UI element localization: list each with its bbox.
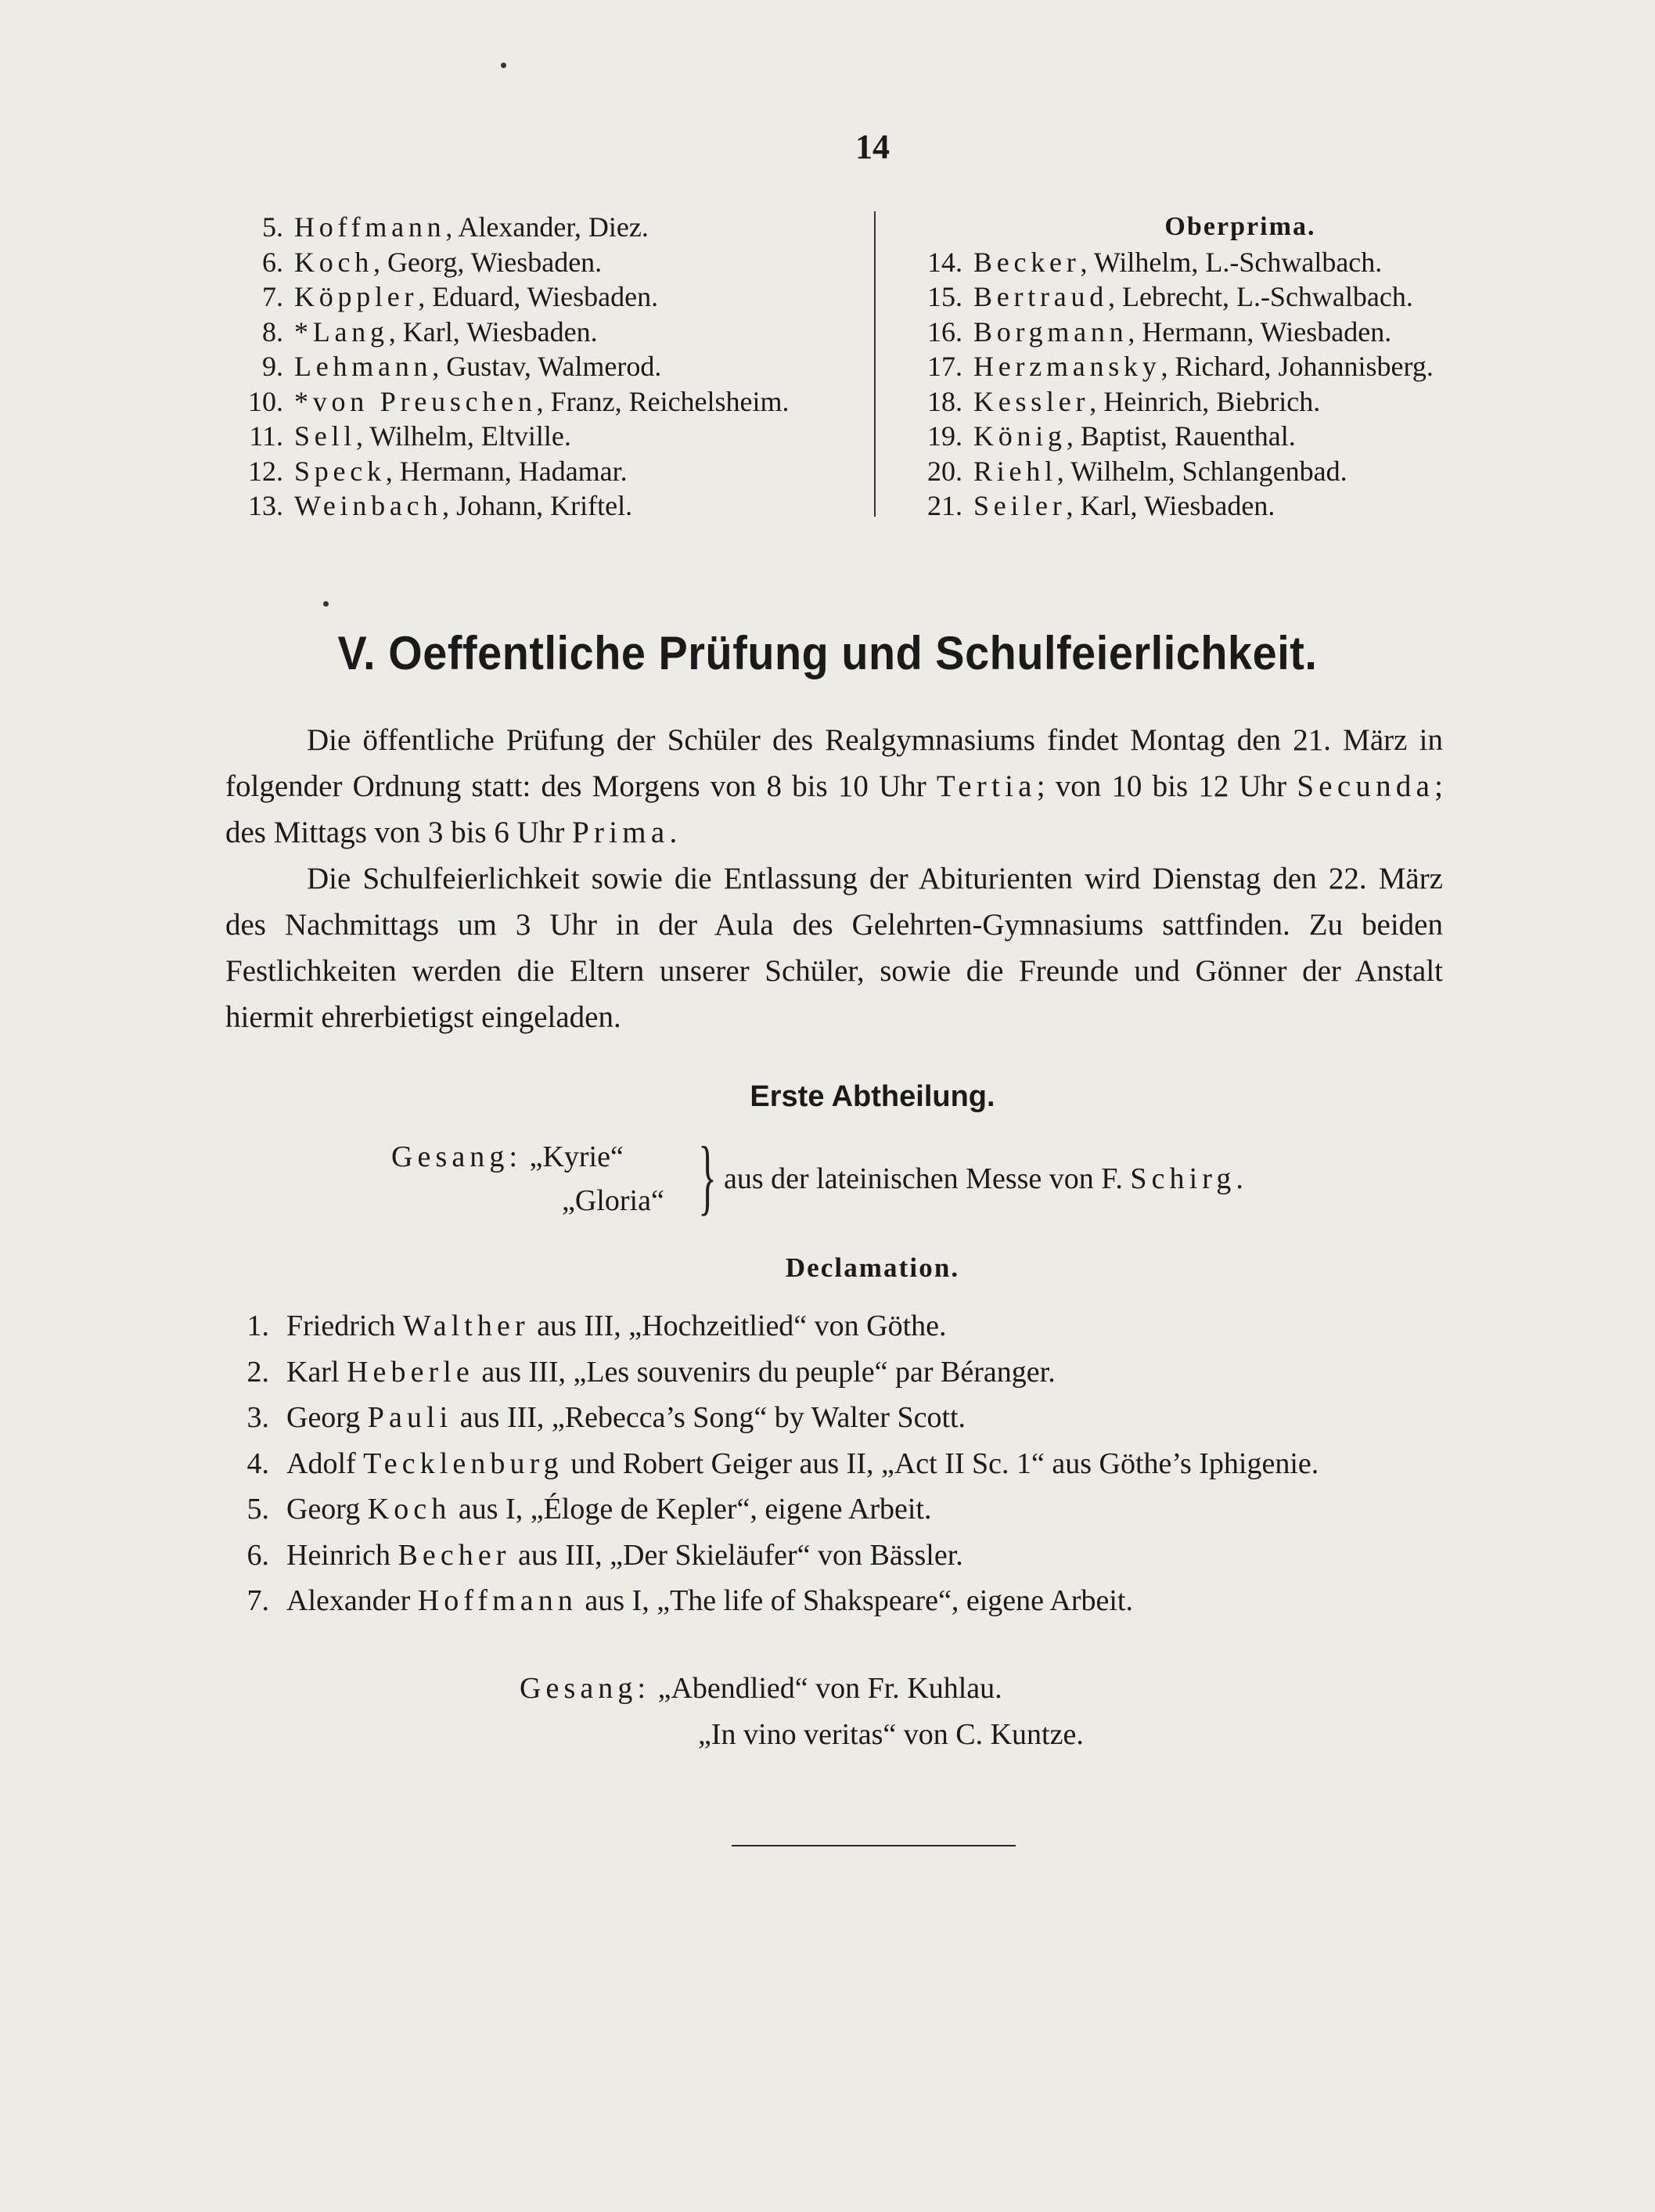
list-item-surname: Lehmann <box>294 351 433 382</box>
list-item-details: , Wilhelm, L.-Schwalbach. <box>1080 246 1383 278</box>
list-item <box>876 349 1518 384</box>
gesang-closing <box>520 1666 1084 1758</box>
list-item <box>876 488 1518 524</box>
list-item-number: 6. <box>262 246 283 278</box>
list-item-number: 15. <box>927 281 962 312</box>
ink-speck <box>323 601 329 607</box>
declamation-firstname: Heinrich <box>286 1538 398 1572</box>
end-rule <box>732 1845 1016 1846</box>
list-item-number: 8. <box>262 315 283 348</box>
declamation-piece: aus III, „Hochzeitlied“ von Göthe. <box>529 1310 947 1342</box>
declamation-text <box>286 1578 1455 1624</box>
list-item-details: , Gustav, Walmerod. <box>432 351 662 382</box>
declamation-surname: Walther <box>402 1310 530 1342</box>
declamation-item <box>227 1441 1455 1487</box>
declamation-text <box>286 1303 1455 1349</box>
declamation-number: 2. <box>246 1355 269 1389</box>
list-item <box>227 349 869 384</box>
list-item-surname: Weinbach <box>294 490 443 521</box>
declamation-firstname: Georg <box>286 1493 368 1526</box>
declamation-heading: Declamation. <box>785 1252 960 1283</box>
list-item-number: 13. <box>248 490 283 521</box>
declamation-item <box>227 1303 1455 1349</box>
declamation-firstname: Friedrich <box>286 1310 403 1342</box>
declamation-firstname: Alexander <box>286 1584 418 1617</box>
list-item-number: 21. <box>927 490 962 521</box>
declamation-piece: aus I, „The life of Shakspeare“, eigene Arbeit. <box>577 1584 1133 1617</box>
list-item-surname: Becker <box>973 246 1081 278</box>
declamation-item <box>227 1395 1455 1441</box>
list-item <box>876 245 1518 280</box>
declamation-firstname: Karl <box>286 1355 347 1389</box>
list-item-surname: Bertraud <box>973 281 1109 312</box>
composer-schirg: Schirg <box>1130 1162 1236 1195</box>
list-item-surname: Seiler <box>973 490 1067 521</box>
list-item <box>227 245 869 280</box>
list-item <box>227 210 869 245</box>
list-item-surname: Sell <box>294 420 357 452</box>
paragraph-ceremony: Die Schulfeierlichkeit sowie die Entlassung der Abiturienten wird Dienstag den 22. März des Nachmittags um 3 Uhr in der Aula des Gelehrten-Gymnasiums sattfinden. Zu beiden Festlichkeiten werden die Eltern unserer Schüler, sowie die Freunde und Gönner der Anstalt hiermit ehrerbietigst eingeladen. <box>225 862 1443 1034</box>
declamation-number: 1. <box>246 1310 269 1342</box>
declamation-number: 5. <box>246 1493 269 1526</box>
list-item-surname: König <box>973 420 1067 452</box>
para1-text: ; von 10 bis 12 Uhr <box>1036 769 1297 803</box>
list-item-surname: Koch <box>294 246 374 278</box>
column-divider <box>874 211 876 517</box>
declamation-surname: Hoffmann <box>417 1584 577 1617</box>
gesang-label: Gesang: <box>520 1672 651 1705</box>
list-item-number: 20. <box>927 455 962 487</box>
list-item-surname: Kessler <box>973 385 1090 417</box>
list-item-number: 19. <box>927 420 962 452</box>
list-item-number: 10. <box>248 385 283 417</box>
declamation-list <box>227 1303 1455 1624</box>
mass-text: aus der lateinischen Messe von F. <box>724 1162 1131 1195</box>
declamation-piece: aus III, „Rebecca’s Song“ by Walter Scott. <box>452 1401 966 1434</box>
list-item <box>876 454 1518 489</box>
declamation-piece: aus III, „Les souvenirs du peuple“ par Béranger. <box>473 1355 1056 1389</box>
gesang-closing-line-1 <box>520 1666 1084 1712</box>
paragraph-examination <box>225 717 1443 856</box>
declamation-surname: Tecklenburg <box>363 1446 563 1480</box>
list-item-surname: Herzmansky <box>973 351 1161 382</box>
list-item-surname: *von Preuschen <box>294 385 537 417</box>
list-item-number: 18. <box>927 385 962 417</box>
list-item-details: , Karl, Wiesbaden. <box>1066 490 1275 521</box>
declamation-text <box>286 1395 1455 1441</box>
list-item-number: 16. <box>927 315 962 348</box>
list-item-details: , Alexander, Diez. <box>445 211 649 243</box>
student-list-oberprima <box>876 210 1518 524</box>
declamation-surname: Becher <box>398 1538 511 1572</box>
declamation-firstname: Georg <box>286 1401 368 1434</box>
list-item-details: , Eduard, Wiesbaden. <box>418 281 659 312</box>
declamation-item <box>227 1349 1455 1396</box>
abendlied: „Abendlied“ von Fr. Kuhlau. <box>657 1672 1002 1705</box>
gesang-mass <box>391 1130 1243 1223</box>
list-item <box>227 315 869 350</box>
list-item-surname: Speck <box>294 455 386 487</box>
list-item-surname: Riehl <box>973 455 1057 487</box>
student-list-left <box>227 210 869 524</box>
para1-text: . <box>669 816 678 849</box>
declamation-item <box>227 1486 1455 1533</box>
gesang-kyrie-line <box>391 1135 664 1179</box>
list-item <box>227 454 869 489</box>
list-item-number: 11. <box>249 420 283 452</box>
declamation-text <box>286 1349 1455 1396</box>
list-item-surname: Borgmann <box>973 315 1128 348</box>
para1-text: ; des Mittags von 3 bis 6 Uhr <box>225 769 1443 849</box>
ink-speck <box>501 63 506 68</box>
para1-secunda: Secunda <box>1297 769 1435 803</box>
list-item-number: 17. <box>927 351 962 382</box>
list-item-details: , Richard, Johannisberg. <box>1160 351 1434 382</box>
para1-prima: Prima <box>572 816 670 849</box>
list-item <box>876 279 1518 315</box>
list-item <box>227 488 869 524</box>
declamation-piece: und Robert Geiger aus II, „Act II Sc. 1“ aus Göthe’s Iphigenie. <box>563 1446 1319 1480</box>
list-item-details: , Hermann, Wiesbaden. <box>1128 315 1392 348</box>
list-item-number: 7. <box>262 281 283 312</box>
gesang-label: Gesang: <box>391 1140 523 1173</box>
list-item-details: , Wilhelm, Schlangenbad. <box>1056 455 1347 487</box>
gloria: „Gloria“ <box>562 1184 664 1217</box>
list-item <box>876 419 1518 454</box>
mass-source <box>724 1157 1243 1201</box>
list-item-details: , Baptist, Rauenthal. <box>1066 420 1296 452</box>
declamation-number: 3. <box>246 1401 269 1434</box>
declamation-text <box>286 1441 1455 1487</box>
list-item-number: 9. <box>262 351 283 382</box>
list-item-details: , Franz, Reichelsheim. <box>536 385 790 417</box>
list-item <box>876 384 1518 420</box>
list-item-surname: Hoffmann <box>294 211 446 243</box>
declamation-number: 7. <box>246 1584 269 1617</box>
declamation-text <box>286 1486 1455 1533</box>
in-vino-veritas: „In vino veritas“ von C. Kuntze. <box>698 1718 1084 1751</box>
list-item-details: , Lebrecht, L.-Schwalbach. <box>1108 281 1413 312</box>
list-item-number: 14. <box>927 246 962 278</box>
list-item-number: 12. <box>248 455 283 487</box>
list-item-surname: *Lang <box>294 315 389 348</box>
page-number: 14 <box>855 128 890 166</box>
list-item-details: , Karl, Wiesbaden. <box>388 315 598 348</box>
para1-text: Die öffentliche Prüfung der Schüler des Realgymnasiums findet Montag den 21. März in folgender Ordnung statt: des Morgens von 8 bis 10 Uhr <box>225 723 1443 803</box>
declamation-piece: aus III, „Der Skieläufer“ von Bässler. <box>510 1538 963 1572</box>
list-item-details: , Wilhelm, Eltville. <box>356 420 571 452</box>
list-item <box>876 315 1518 350</box>
erste-abtheilung-heading: Erste Abtheilung. <box>750 1080 995 1113</box>
declamation-number: 4. <box>246 1446 269 1480</box>
declamation-surname: Pauli <box>367 1401 453 1434</box>
declamation-text <box>286 1533 1455 1579</box>
declamation-firstname: Adolf <box>286 1446 364 1480</box>
list-item <box>227 279 869 315</box>
list-item-surname: Köppler <box>294 281 419 312</box>
list-item <box>227 419 869 454</box>
section-heading: V. Oeffentliche Prüfung und Schulfeierlichkeit. <box>337 627 1318 679</box>
mass-text-end: . <box>1236 1162 1243 1195</box>
declamation-surname: Heberle <box>347 1355 474 1389</box>
kyrie: „Kyrie“ <box>529 1140 624 1173</box>
list-item <box>227 384 869 420</box>
declamation-item <box>227 1578 1455 1624</box>
list-item-details: , Heinrich, Biebrich. <box>1089 385 1321 417</box>
list-item-details: , Hermann, Hadamar. <box>385 455 628 487</box>
list-item-details: , Johann, Kriftel. <box>442 490 633 521</box>
list-item-number: 5. <box>262 211 283 243</box>
brace-symbol: } <box>698 1130 717 1223</box>
declamation-surname: Koch <box>367 1493 452 1526</box>
declamation-number: 6. <box>246 1538 269 1572</box>
para1-tertia: Tertia <box>936 769 1037 803</box>
oberprima-heading: Oberprima. <box>1164 212 1316 241</box>
declamation-piece: aus I, „Éloge de Kepler“, eigene Arbeit. <box>451 1493 932 1526</box>
list-item-details: , Georg, Wiesbaden. <box>373 246 603 278</box>
declamation-item <box>227 1533 1455 1579</box>
